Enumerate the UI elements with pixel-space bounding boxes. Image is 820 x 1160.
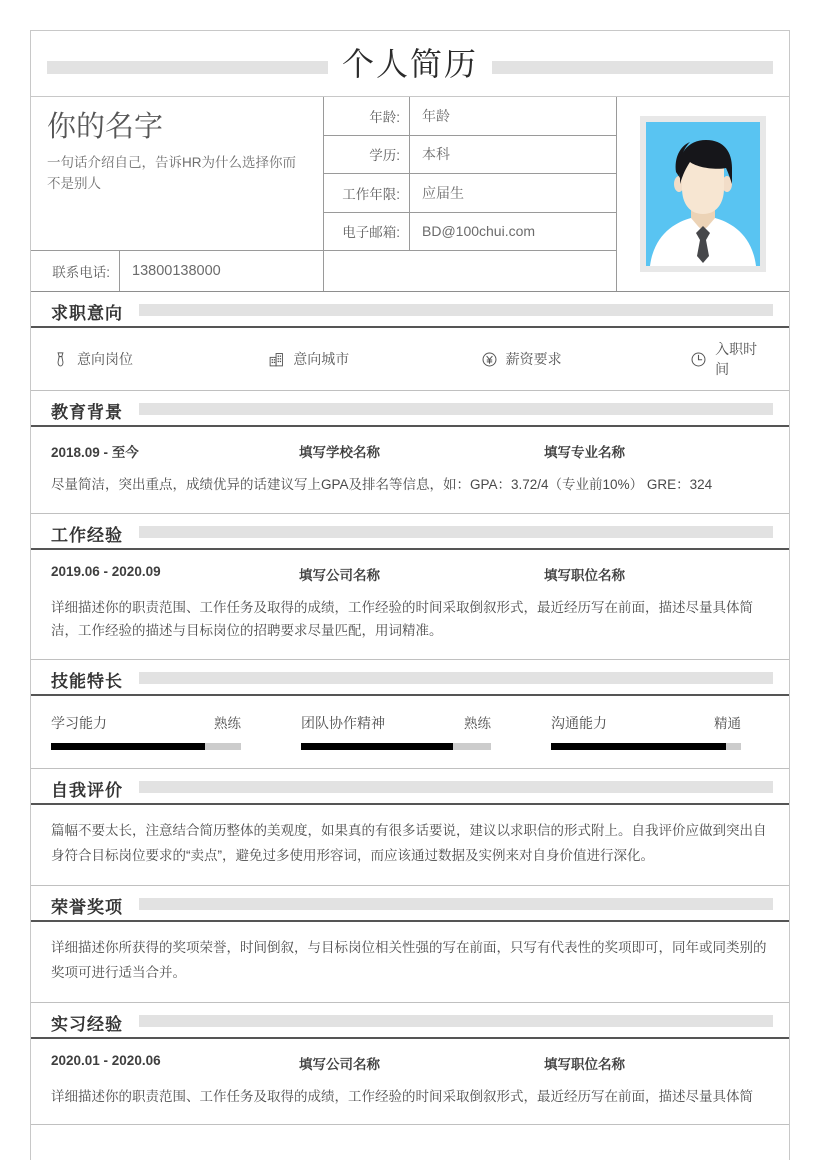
education-major: 填写专业名称 — [544, 445, 625, 460]
phone-label: 联系电话: — [52, 265, 110, 280]
skill-item — [551, 712, 741, 750]
skill-name: 团队协作精神 — [301, 714, 385, 731]
section-header-self-evaluation — [31, 769, 789, 805]
candidate-tagline: 一句话介绍自己，告诉HR为什么选择你而不是别人 — [47, 155, 296, 192]
internship-date: 2020.01 - 2020.06 — [51, 1052, 161, 1068]
section-body-internship — [31, 1039, 789, 1126]
skill-progress-track — [51, 743, 241, 750]
avatar-photo[interactable] — [646, 122, 760, 266]
avatar-illustration — [646, 122, 760, 266]
experience-years-value[interactable]: 应届生 — [409, 174, 616, 212]
work-experience-entry — [51, 550, 769, 659]
work-experience-company: 填写公司名称 — [299, 567, 380, 583]
page-title — [31, 39, 789, 85]
skill-progress-fill — [301, 743, 453, 750]
necktie-icon — [51, 350, 70, 369]
section-body-job-intention — [31, 328, 789, 391]
building-glyph — [268, 351, 285, 368]
header-identity-block — [31, 97, 324, 291]
internship-company: 填写公司名称 — [299, 1056, 380, 1072]
education-entry — [51, 427, 769, 513]
clock-glyph — [690, 351, 707, 368]
job-intention-start-date[interactable] — [689, 339, 769, 379]
field-row-experience-years — [324, 174, 616, 213]
section-decorative-bar — [139, 403, 773, 415]
skill-level: 熟练 — [464, 715, 491, 731]
skill-progress-fill — [551, 743, 726, 750]
section-title-skills: 技能特长 — [51, 667, 133, 692]
skill-heading — [51, 712, 241, 733]
section-header-work-experience — [31, 514, 789, 550]
skill-progress-track — [301, 743, 491, 750]
experience-years-label: 工作年限: — [342, 186, 400, 202]
internship-position: 填写职位名称 — [544, 1056, 625, 1072]
name-box — [31, 97, 323, 250]
phone-value[interactable]: 13800138000 — [119, 251, 323, 291]
field-row-email — [324, 213, 616, 252]
job-intention-position[interactable] — [51, 349, 267, 369]
work-experience-position: 填写职位名称 — [544, 567, 625, 583]
section-decorative-bar — [139, 526, 773, 538]
section-header-honors — [31, 886, 789, 922]
photo-frame — [640, 116, 766, 272]
document-title-band — [31, 31, 789, 97]
skills-list — [51, 696, 769, 768]
section-header-skills — [31, 660, 789, 696]
skill-name: 学习能力 — [51, 714, 107, 731]
internship-description: 详细描述你的职责范围、工作任务及取得的成绩，工作经验的时间采取倒叙形式，最近经历写在前面，描述尽量具体简 — [51, 1088, 753, 1104]
header-photo-block — [617, 97, 789, 291]
self-evaluation-text: 篇幅不要太长，注意结合简历整体的美观度，如果真的有很多话要说，建议以求职信的形式附上。自我评价应做到突出自身符合目标岗位要求的“卖点”，避免过多使用形容词，而应该通过数据及实例来对自身价值进行深化。 — [51, 822, 767, 863]
education-entry-heading — [51, 441, 769, 461]
field-row-education — [324, 136, 616, 175]
skill-progress-track — [551, 743, 741, 750]
skill-name: 沟通能力 — [551, 714, 607, 731]
email-value[interactable]: BD@100chui.com — [409, 213, 616, 251]
job-intention-items — [51, 328, 769, 390]
skill-item — [51, 712, 241, 750]
age-label: 年龄: — [369, 109, 400, 125]
section-header-internship — [31, 1003, 789, 1039]
section-body-skills — [31, 696, 789, 769]
age-value[interactable]: 年龄 — [409, 97, 616, 135]
section-body-education — [31, 427, 789, 514]
skill-heading — [551, 712, 741, 733]
building-icon — [267, 350, 286, 369]
skill-progress-fill — [51, 743, 205, 750]
phone-row — [31, 250, 323, 291]
section-title-education: 教育背景 — [51, 398, 133, 423]
section-decorative-bar — [139, 672, 773, 684]
work-experience-date: 2019.06 - 2020.09 — [51, 563, 161, 579]
work-experience-entry-heading — [51, 564, 769, 584]
job-intention-city[interactable] — [267, 349, 479, 369]
yen-circle-glyph — [481, 351, 498, 368]
education-label: 学历: — [369, 148, 400, 164]
section-title-self-evaluation: 自我评价 — [51, 776, 133, 801]
section-title-internship: 实习经验 — [51, 1010, 133, 1035]
skill-level: 熟练 — [214, 715, 241, 731]
section-title-work-experience: 工作经验 — [51, 521, 133, 546]
section-body-work-experience — [31, 550, 789, 660]
clock-icon — [689, 350, 708, 369]
page-title-text: 个人简历 — [328, 46, 492, 82]
section-decorative-bar — [139, 781, 773, 793]
resume-header — [31, 97, 789, 292]
job-intention-start-date-label: 入职时间 — [715, 341, 758, 377]
field-row-empty — [324, 251, 616, 291]
section-title-honors: 荣誉奖项 — [51, 893, 133, 918]
skill-level: 精通 — [714, 715, 741, 731]
candidate-name: 你的名字 — [47, 111, 164, 143]
internship-entry-heading — [51, 1053, 769, 1073]
section-header-education — [31, 391, 789, 427]
section-decorative-bar — [139, 1015, 773, 1027]
section-decorative-bar — [139, 898, 773, 910]
section-body-honors — [31, 922, 789, 1003]
skill-item — [301, 712, 491, 750]
yen-circle-icon — [480, 350, 499, 369]
resume-page — [30, 30, 790, 1160]
necktie-glyph — [52, 351, 69, 368]
section-header-job-intention — [31, 292, 789, 328]
email-label: 电子邮箱: — [342, 225, 400, 241]
job-intention-salary-label: 薪资要求 — [505, 351, 562, 367]
job-intention-salary[interactable] — [480, 349, 689, 369]
work-experience-description: 详细描述你的职责范围、工作任务及取得的成绩，工作经验的时间采取倒叙形式，最近经历写在前面，描述尽量具体简洁，工作经验的描述与目标岗位的招聘要求尽量匹配，用词精准。 — [51, 599, 753, 639]
section-decorative-bar — [139, 304, 773, 316]
education-description: 尽量简洁，突出重点，成绩优异的话建议写上GPA及排名等信息，如：GPA：3.72/4（专业前10%） GRE：324 — [51, 477, 713, 492]
section-title-job-intention: 求职意向 — [51, 299, 133, 324]
internship-entry — [51, 1039, 769, 1125]
job-intention-city-label: 意向城市 — [293, 351, 350, 367]
skill-heading — [301, 712, 491, 733]
job-intention-position-label: 意向岗位 — [77, 351, 133, 367]
section-body-self-evaluation — [31, 805, 789, 886]
honors-text: 详细描述你所获得的奖项荣誉，时间倒叙，与目标岗位相关性强的写在前面，只写有代表性的奖项即可，同年或同类别的奖项可进行适当合并。 — [51, 939, 767, 980]
field-row-age — [324, 97, 616, 136]
header-fields-block — [324, 97, 617, 291]
education-school: 填写学校名称 — [299, 445, 380, 460]
education-value[interactable]: 本科 — [409, 136, 616, 174]
education-date: 2018.09 - 至今 — [51, 445, 139, 460]
